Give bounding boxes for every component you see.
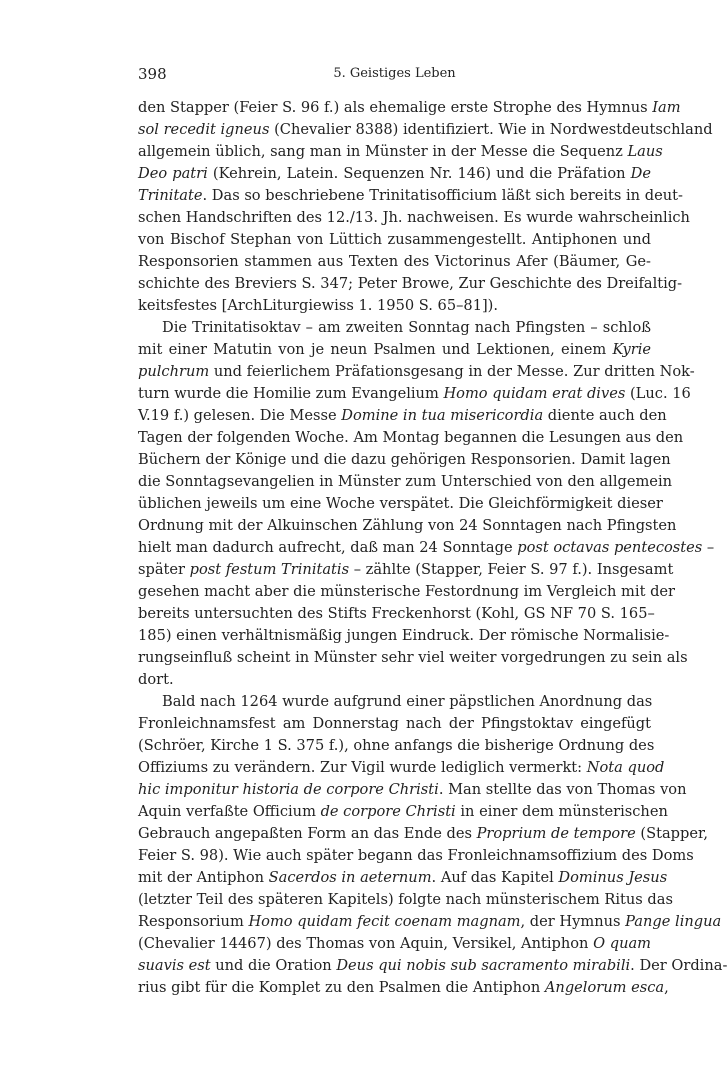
text-segment: (Chevalier 8388) identifiziert. Wie in Nordwestdeutschland bbox=[269, 121, 713, 138]
page-number: 398 bbox=[138, 65, 167, 83]
text-line bbox=[138, 471, 673, 493]
text-segment: schen Handschriften des 12./13. Jh. nachweisen. Es wurde wahrscheinlich bbox=[138, 209, 690, 226]
text-line bbox=[138, 977, 669, 999]
text-segment: Aquin verfaßte Officium bbox=[138, 803, 321, 820]
text-line bbox=[138, 273, 683, 295]
text-line bbox=[138, 361, 695, 383]
text-line bbox=[138, 229, 651, 251]
text-segment: und die Oration bbox=[210, 957, 337, 974]
text-line bbox=[138, 207, 690, 229]
text-line bbox=[138, 625, 670, 647]
text-segment: rius gibt für die Komplet zu den Psalmen die Antiphon bbox=[138, 979, 545, 996]
text-line bbox=[138, 867, 668, 889]
text-line bbox=[138, 537, 715, 559]
italic-term: hic imponitur historia de corpore Christi bbox=[138, 781, 439, 798]
running-head: 5. Geistiges Leben bbox=[333, 66, 456, 81]
text-line bbox=[138, 779, 687, 801]
italic-term: Kyrie bbox=[612, 341, 651, 358]
text-segment: . Man stellte das von Thomas von bbox=[438, 781, 687, 798]
text-segment: – bbox=[702, 539, 715, 556]
text-line bbox=[138, 955, 727, 977]
text-segment: Ordnung mit der Alkuinschen Zählung von 24 Sonntagen nach Pfingsten bbox=[138, 517, 677, 534]
italic-term: sol recedit igneus bbox=[138, 121, 270, 138]
text-segment: mit einer Matutin von je neun Psalmen und Lektionen, einem bbox=[138, 341, 613, 358]
text-segment: (Chevalier 14467) des Thomas von Aquin, Versikel, Antiphon bbox=[138, 935, 594, 952]
italic-term: Proprium de tempore bbox=[476, 825, 636, 842]
text-segment: allgemein üblich, sang man in Münster in der Messe die Sequenz bbox=[138, 143, 628, 160]
italic-term: Deo patri bbox=[138, 165, 208, 182]
italic-term: Homo quidam erat dives bbox=[443, 385, 626, 402]
text-line bbox=[138, 339, 651, 361]
text-segment: und feierlichem Präfationsgesang in der Messe. Zur dritten Nok- bbox=[209, 363, 695, 380]
text-segment: turn wurde die Homilie zum Evangelium bbox=[138, 385, 444, 402]
text-segment: Büchern der Könige und die dazu gehörigen Responsorien. Damit lagen bbox=[138, 451, 671, 468]
text-segment: – zählte (Stapper, Feier S. 97 f.). Insgesamt bbox=[349, 561, 674, 578]
italic-term: Angelorum esca bbox=[544, 979, 665, 996]
text-segment: . Auf das Kapitel bbox=[431, 869, 559, 886]
text-segment: Tagen der folgenden Woche. Am Montag begannen die Lesungen aus den bbox=[138, 429, 684, 446]
text-line bbox=[138, 427, 684, 449]
text-line bbox=[138, 757, 665, 779]
text-segment: üblichen jeweils um eine Woche verspätet. Die Gleichförmigkeit dieser bbox=[138, 495, 663, 512]
text-segment: . Das so beschriebene Trinitatisofficium läßt sich bereits in deut- bbox=[202, 187, 683, 204]
text-segment: , der Hymnus bbox=[520, 913, 626, 930]
text-line bbox=[138, 735, 655, 757]
italic-term: suavis est bbox=[138, 957, 211, 974]
text-line bbox=[138, 669, 651, 691]
text-segment: keitsfestes [ArchLiturgiewiss 1. 1950 S. 65–81]). bbox=[138, 297, 499, 314]
text-line bbox=[138, 141, 663, 163]
text-segment: von Bischof Stephan von Lüttich zusammengestellt. Antiphonen und bbox=[138, 231, 651, 248]
italic-term: Pange lingua bbox=[625, 913, 722, 930]
text-line bbox=[138, 251, 651, 273]
italic-term: O quam bbox=[593, 935, 652, 952]
text-segment: Responsorien stammen aus Texten des Victorinus Afer (Bäumer, Ge- bbox=[138, 253, 651, 270]
text-segment: Die Trinitatisoktav – am zweiten Sonntag nach Pfingsten – schloß bbox=[162, 319, 651, 336]
text-line bbox=[138, 823, 708, 845]
page-header bbox=[138, 64, 651, 84]
text-segment: in einer dem münsterischen bbox=[455, 803, 668, 820]
body-text bbox=[138, 97, 727, 999]
text-segment: hielt man dadurch aufrecht, daß man 24 Sonntage bbox=[138, 539, 518, 556]
italic-term: post festum Trinitatis bbox=[189, 561, 350, 578]
text-segment: mit der Antiphon bbox=[138, 869, 269, 886]
text-segment: den Stapper (Feier S. 96 f.) als ehemalige erste Strophe des Hymnus bbox=[138, 99, 653, 116]
text-line bbox=[138, 119, 713, 141]
italic-term: Deus qui nobis sub sacramento mirabili bbox=[336, 957, 631, 974]
text-line bbox=[138, 405, 667, 427]
text-line bbox=[138, 933, 651, 955]
text-segment: . Der Ordina- bbox=[630, 957, 727, 974]
italic-term: de corpore Christi bbox=[320, 803, 456, 820]
text-line bbox=[138, 449, 671, 471]
text-segment: dort. bbox=[138, 671, 174, 688]
text-line bbox=[138, 163, 651, 185]
text-line bbox=[138, 317, 651, 339]
italic-term: post octavas pentecostes bbox=[517, 539, 703, 556]
text-line bbox=[138, 97, 681, 119]
text-line bbox=[138, 295, 651, 317]
text-segment: Feier S. 98). Wie auch später begann das Fronleichnamsoffizium des Doms bbox=[138, 847, 694, 864]
text-segment: diente auch den bbox=[543, 407, 667, 424]
italic-term: Iam bbox=[652, 99, 681, 116]
text-line bbox=[138, 801, 668, 823]
text-segment: 185) einen verhältnismäßig jungen Eindruck. Der römische Normalisie- bbox=[138, 627, 670, 644]
text-segment: , bbox=[664, 979, 669, 996]
italic-term: De bbox=[630, 165, 651, 182]
text-line bbox=[138, 185, 683, 207]
text-segment: Offiziums zu verändern. Zur Vigil wurde lediglich vermerkt: bbox=[138, 759, 587, 776]
text-segment: (Luc. 16 bbox=[625, 385, 691, 402]
italic-term: Sacerdos in aeternum bbox=[268, 869, 432, 886]
text-line bbox=[138, 845, 694, 867]
text-line bbox=[138, 889, 673, 911]
text-segment: V.19 f.) gelesen. Die Messe bbox=[138, 407, 342, 424]
italic-term: pulchrum bbox=[138, 363, 210, 380]
text-segment: Fronleichnamsfest am Donnerstag nach der Pfingstoktav eingefügt bbox=[138, 715, 651, 732]
text-line bbox=[138, 603, 655, 625]
text-line bbox=[138, 691, 651, 713]
text-line bbox=[138, 383, 691, 405]
text-segment: Gebrauch angepaßten Form an das Ende des bbox=[138, 825, 477, 842]
text-line bbox=[138, 493, 663, 515]
italic-term: Trinitate bbox=[138, 187, 203, 204]
italic-term: Dominus Jesus bbox=[558, 869, 668, 886]
text-segment: schichte des Breviers S. 347; Peter Browe, Zur Geschichte des Dreifaltig- bbox=[138, 275, 683, 292]
text-segment: (Stapper, bbox=[635, 825, 708, 842]
italic-term: Nota quod bbox=[586, 759, 665, 776]
italic-term: Laus bbox=[627, 143, 663, 160]
text-segment: gesehen macht aber die münsterische Festordnung im Vergleich mit der bbox=[138, 583, 676, 600]
text-segment: Bald nach 1264 wurde aufgrund einer päpstlichen Anordnung das bbox=[162, 693, 653, 710]
italic-term: Homo quidam fecit coenam magnam bbox=[248, 913, 521, 930]
text-segment: Responsorium bbox=[138, 913, 249, 930]
text-segment: rungseinfluß scheint in Münster sehr viel weiter vorgedrungen zu sein als bbox=[138, 649, 688, 666]
text-segment: die Sonntagsevangelien in Münster zum Unterschied von den allgemein bbox=[138, 473, 673, 490]
italic-term: Domine in tua misericordia bbox=[341, 407, 544, 424]
text-line bbox=[138, 713, 651, 735]
text-segment: (letzter Teil des späteren Kapitels) folgte nach münsterischem Ritus das bbox=[138, 891, 673, 908]
text-line bbox=[138, 515, 677, 537]
text-line bbox=[138, 559, 674, 581]
text-line bbox=[138, 911, 722, 933]
text-line bbox=[138, 581, 676, 603]
text-line bbox=[138, 647, 688, 669]
text-segment: (Schröer, Kirche 1 S. 375 f.), ohne anfangs die bisherige Ordnung des bbox=[138, 737, 655, 754]
text-segment: später bbox=[138, 561, 190, 578]
text-segment: bereits untersuchten des Stifts Freckenhorst (Kohl, GS NF 70 S. 165– bbox=[138, 605, 655, 622]
text-segment: (Kehrein, Latein. Sequenzen Nr. 146) und die Präfation bbox=[207, 165, 631, 182]
